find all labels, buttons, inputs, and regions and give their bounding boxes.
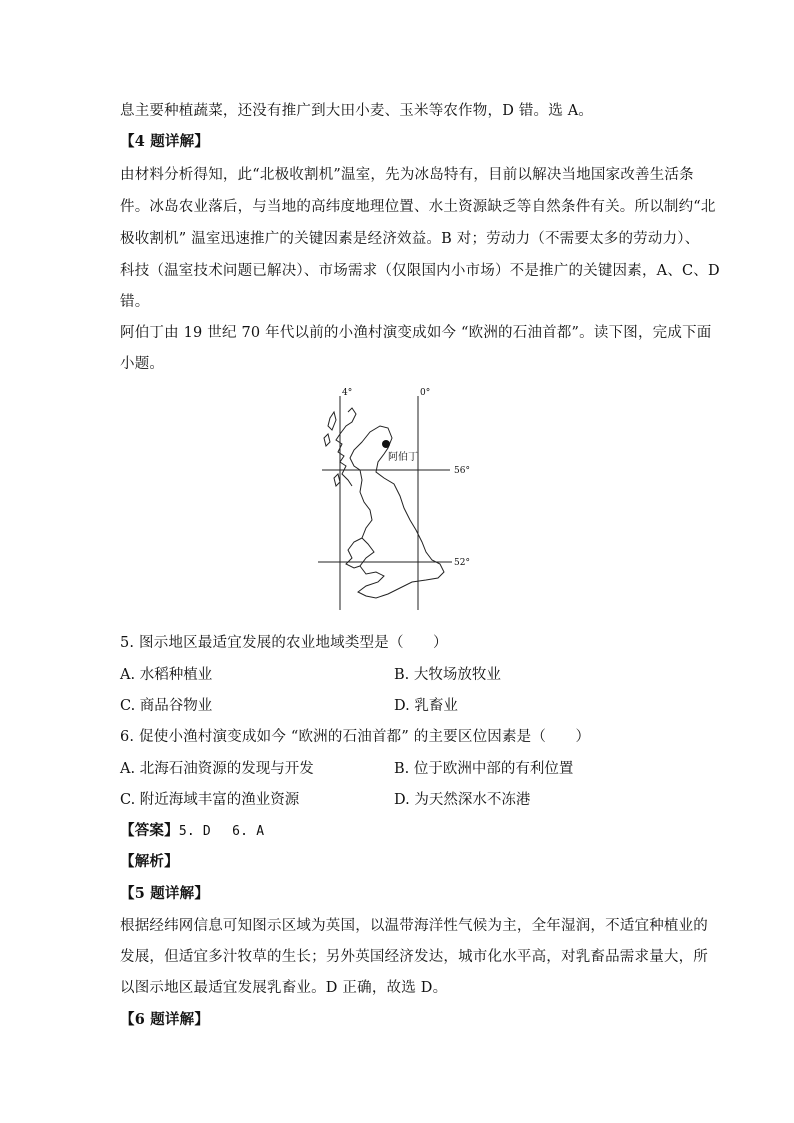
paragraph-line: 以图示地区最适宜发展乳畜业。D 正确，故选 D。 (120, 980, 448, 996)
question-6-option-b: B. 位于欧洲中部的有利位置 (394, 761, 574, 777)
question-6-option-a: A. 北海石油资源的发现与开发 (120, 761, 314, 777)
longitude-label-0: 0° (420, 388, 431, 398)
intro-line: 小题。 (120, 356, 165, 372)
paragraph-line: 件。冰岛农业落后，与当地的高纬度地理位置、水土资源缺乏等自然条件有关。所以制约“北 (120, 199, 716, 215)
answer-line (120, 821, 680, 842)
hebrides-island (328, 412, 336, 430)
question-6-option-d: D. 为天然深水不冻港 (394, 792, 531, 808)
answer-text: 5. D 6. A (178, 824, 265, 839)
paragraph-line: 由材料分析得知，此“北极收割机”温室，先为冰岛特有，目前以解决当地国家改善生活条 (120, 167, 694, 183)
question-5-stem: 5. 图示地区最适宜发展的农业地域类型是（ ） (120, 635, 448, 651)
latitude-label-56: 56° (454, 466, 470, 476)
paragraph-line: 息主要种植蔬菜，还没有推广到大田小麦、玉米等农作物，D 错。选 A。 (120, 103, 594, 119)
intro-line: 阿伯丁由 19 世纪 70 年代以前的小渔村演变成如今 “欧洲的石油首都”。读下图，完成下面 (120, 325, 712, 341)
question-5-option-d: D. 乳畜业 (394, 698, 458, 714)
question-5-option-b: B. 大牧场放牧业 (394, 667, 501, 683)
analysis-heading: 【解析】 (120, 853, 179, 870)
paragraph-line: 发展，但适宜多汁牧草的生长；另外英国经济发达，城市化水平高，对乳畜品需求量大，所 (120, 949, 708, 965)
paragraph-line: 错。 (120, 294, 150, 310)
question-6-option-c: C. 附近海域丰富的渔业资源 (120, 792, 300, 808)
question-5-option-a: A. 水稻种植业 (120, 667, 213, 683)
longitude-label-4: 4° (342, 388, 353, 398)
paragraph-line: 极收割机” 温室迅速推广的关键因素是经济效益。B 对；劳动力（不需要太多的劳动力）、 (120, 231, 700, 247)
hebrides-island (324, 434, 330, 446)
paragraph-line: 根据经纬网信息可知图示区域为英国，以温带海洋性气候为主，全年湿润，不适宜种植业的 (120, 918, 708, 934)
latitude-label-52: 52° (454, 558, 470, 568)
section-heading-q4: 【4 题详解】 (120, 133, 210, 150)
question-6-stem: 6. 促使小渔村演变成如今 “欧洲的石油首都” 的主要区位因素是（ ） (120, 729, 591, 745)
scotland-west-coast (336, 408, 356, 486)
britain-map-figure (300, 382, 490, 614)
wales-coast (346, 538, 362, 568)
paragraph-line: 科技（温室技术问题已解决）、市场需求（仅限国内小市场）不是推广的关键因素，A、C、D (120, 263, 720, 279)
aberdeen-marker (382, 440, 390, 448)
answer-label: 【答案】 (120, 822, 179, 839)
question-5-option-c: C. 商品谷物业 (120, 698, 213, 714)
island (334, 474, 340, 486)
section-heading-q6: 【6 题详解】 (120, 1011, 210, 1028)
aberdeen-label: 阿伯丁 (388, 452, 418, 463)
section-heading-q5: 【5 题详解】 (120, 885, 210, 902)
